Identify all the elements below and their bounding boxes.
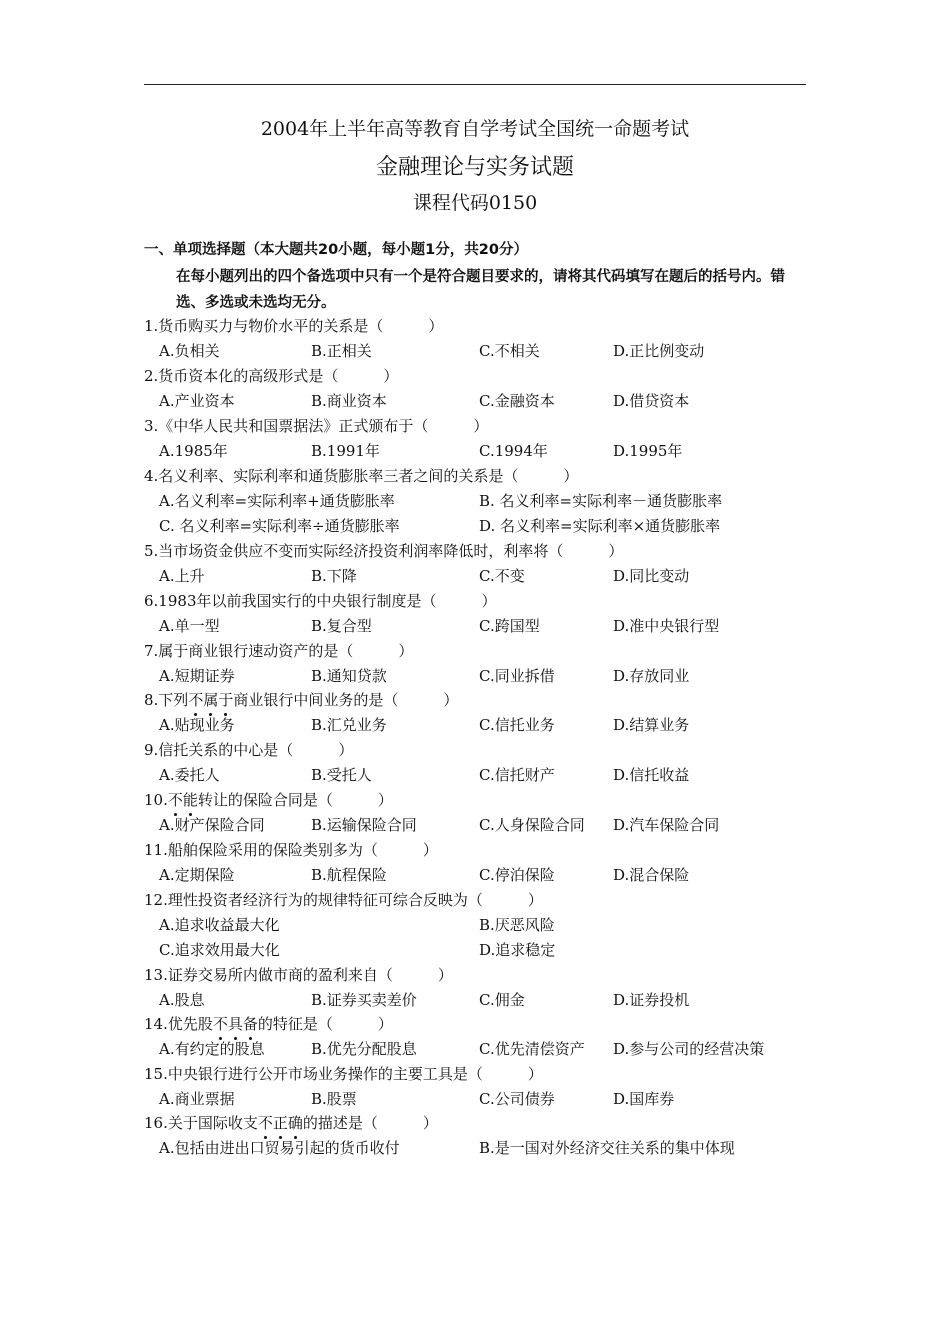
option-b: B.厌恶风险	[479, 916, 555, 934]
emphasis-text	[258, 1114, 303, 1132]
option-c: C.人身保险合同	[479, 816, 585, 834]
option-a: A.名义利率=实际利率+通货膨胀率	[159, 492, 395, 510]
course-code: 课程代码0150	[412, 192, 538, 214]
emphasis-char: 不	[257, 1114, 273, 1132]
emphasis-char: 不	[212, 1015, 228, 1033]
option-a: A.定期保险	[159, 866, 235, 884]
option-b: B.是一国对外经济交往关系的集中体现	[479, 1139, 735, 1157]
question-7: 7.属于商业银行速动资产的是（ ）	[144, 642, 414, 660]
option-b: B.运输保险合同	[311, 816, 417, 834]
question-16	[144, 1112, 438, 1133]
option-a: A.股息	[159, 991, 205, 1009]
question-6: 6.1983年以前我国实行的中央银行制度是（ ）	[144, 592, 497, 610]
option-a: A.1985年	[159, 442, 228, 460]
option-b: B.1991年	[311, 442, 380, 460]
option-d: D.准中央银行型	[613, 617, 720, 635]
question-12: 12.理性投资者经济行为的规律特征可综合反映为（ ）	[144, 891, 543, 909]
exam-title: 2004年上半年高等教育自学考试全国统一命题考试	[260, 118, 690, 140]
emphasis-char: 属	[203, 691, 219, 709]
option-a: A.商业票据	[159, 1090, 235, 1108]
option-b: B.受托人	[311, 766, 372, 784]
option-c: C.跨国型	[479, 617, 540, 635]
option-d: D.混合保险	[613, 866, 690, 884]
option-d: D.正比例变动	[613, 342, 705, 360]
option-c: C.停泊保险	[479, 866, 555, 884]
question-13: 13.证券交易所内做市商的盈利来自（ ）	[144, 966, 453, 984]
emphasis-char: 备	[242, 1015, 258, 1033]
section-instruction: 在每小题列出的四个备选项中只有一个是符合题目要求的，请将其代码填写在题后的括号内。错选、多选或未选均无分。	[176, 269, 785, 311]
emphasis-char: 于	[218, 691, 234, 709]
question-text: 16.关于国际收支	[144, 1114, 258, 1132]
option-d: D.存放同业	[613, 667, 690, 685]
option-a: A.贴现业务	[159, 716, 235, 734]
question-5: 5.当市场资金供应不变而实际经济投资利润率降低时，利率将（ ）	[144, 542, 624, 560]
option-d: D. 名义利率=实际利率×通货膨胀率	[479, 517, 721, 535]
option-a: A.委托人	[159, 766, 220, 784]
option-c: C.追求效用最大化	[159, 941, 280, 959]
option-a: A.产业资本	[159, 392, 235, 410]
option-b: B.商业资本	[311, 392, 387, 410]
option-d: D.同比变动	[613, 567, 690, 585]
option-c: C.公司债券	[479, 1090, 555, 1108]
option-b: B.复合型	[311, 617, 372, 635]
option-b: B.股票	[311, 1090, 357, 1108]
option-a: A.包括由进出口贸易引起的货币收付	[159, 1139, 400, 1157]
question-text: 的特征是（ ）	[257, 1015, 393, 1033]
option-c: C.金融资本	[479, 392, 555, 410]
question-text: 8.下列	[144, 691, 189, 709]
option-b: B. 名义利率=实际利率－通货膨胀率	[479, 492, 723, 510]
emphasis-char: 具	[227, 1015, 243, 1033]
option-d: D.追求稳定	[479, 941, 556, 959]
subject-title: 金融理论与实务试题	[375, 155, 574, 180]
emphasis-char: 不	[167, 791, 183, 809]
question-9: 9.信托关系的中心是（ ）	[144, 741, 354, 759]
option-c: C.优先清偿资产	[479, 1040, 585, 1058]
emphasis-text	[188, 691, 233, 709]
option-b: B.汇兑业务	[311, 716, 387, 734]
emphasis-char: 确	[287, 1114, 303, 1132]
option-d: D.证券投机	[613, 991, 690, 1009]
question-text: 转让的保险合同是（ ）	[197, 791, 393, 809]
question-text: 14.优先股	[144, 1015, 213, 1033]
option-b: B.正相关	[311, 342, 372, 360]
option-d: D.借贷资本	[613, 392, 690, 410]
question-11: 11.船舶保险采用的保险类别多为（ ）	[144, 841, 438, 859]
option-a: A.短期证券	[159, 667, 235, 685]
question-text: 商业银行中间业务的是（ ）	[233, 691, 459, 709]
question-4: 4.名义利率、实际利率和通货膨胀率三者之间的关系是（ ）	[144, 467, 579, 485]
option-d: D.信托收益	[613, 766, 690, 784]
option-c: C.不变	[479, 567, 525, 585]
option-a: A.追求收益最大化	[159, 916, 280, 934]
option-d: D.汽车保险合同	[613, 816, 720, 834]
header-rule	[144, 84, 806, 85]
question-text: 10.	[144, 791, 168, 809]
question-14	[144, 1013, 393, 1034]
option-b: B.优先分配股息	[311, 1040, 417, 1058]
question-15: 15.中央银行进行公开市场业务操作的主要工具是（ ）	[144, 1065, 543, 1083]
option-d: D.结算业务	[613, 716, 690, 734]
option-d: D.国库券	[613, 1090, 675, 1108]
option-c: C.佣金	[479, 991, 525, 1009]
option-b: B.航程保险	[311, 866, 387, 884]
question-8	[144, 689, 458, 710]
option-a: A.财产保险合同	[159, 816, 265, 834]
option-c: C.信托业务	[479, 716, 555, 734]
option-d: D.参与公司的经营决策	[613, 1040, 765, 1058]
option-b: B.证券买卖差价	[311, 991, 417, 1009]
question-10	[144, 789, 393, 810]
option-b: B.下降	[311, 567, 357, 585]
emphasis-char: 能	[182, 791, 198, 809]
option-a: A.有约定的股息	[159, 1040, 265, 1058]
option-a: A.负相关	[159, 342, 220, 360]
question-1: 1.货币购买力与物价水平的关系是（ ）	[144, 317, 444, 335]
option-c: C.不相关	[479, 342, 540, 360]
option-c: C.1994年	[479, 442, 548, 460]
section-heading: 一、单项选择题（本大题共20小题，每小题1分，共20分）	[144, 242, 528, 258]
option-c: C.信托财产	[479, 766, 555, 784]
question-3: 3.《中华人民共和国票据法》正式颁布于（ ）	[144, 417, 489, 435]
question-2: 2.货币资本化的高级形式是（ ）	[144, 367, 399, 385]
option-a: A.单一型	[159, 617, 220, 635]
emphasis-char: 不	[188, 691, 204, 709]
emphasis-char: 正	[272, 1114, 288, 1132]
option-c: C. 名义利率=实际利率÷通货膨胀率	[159, 517, 400, 535]
option-a: A.上升	[159, 567, 205, 585]
question-text: 的描述是（ ）	[302, 1114, 438, 1132]
emphasis-text	[168, 791, 198, 809]
emphasis-text	[213, 1015, 258, 1033]
option-c: C.同业拆借	[479, 667, 555, 685]
option-b: B.通知贷款	[311, 667, 387, 685]
option-d: D.1995年	[613, 442, 683, 460]
